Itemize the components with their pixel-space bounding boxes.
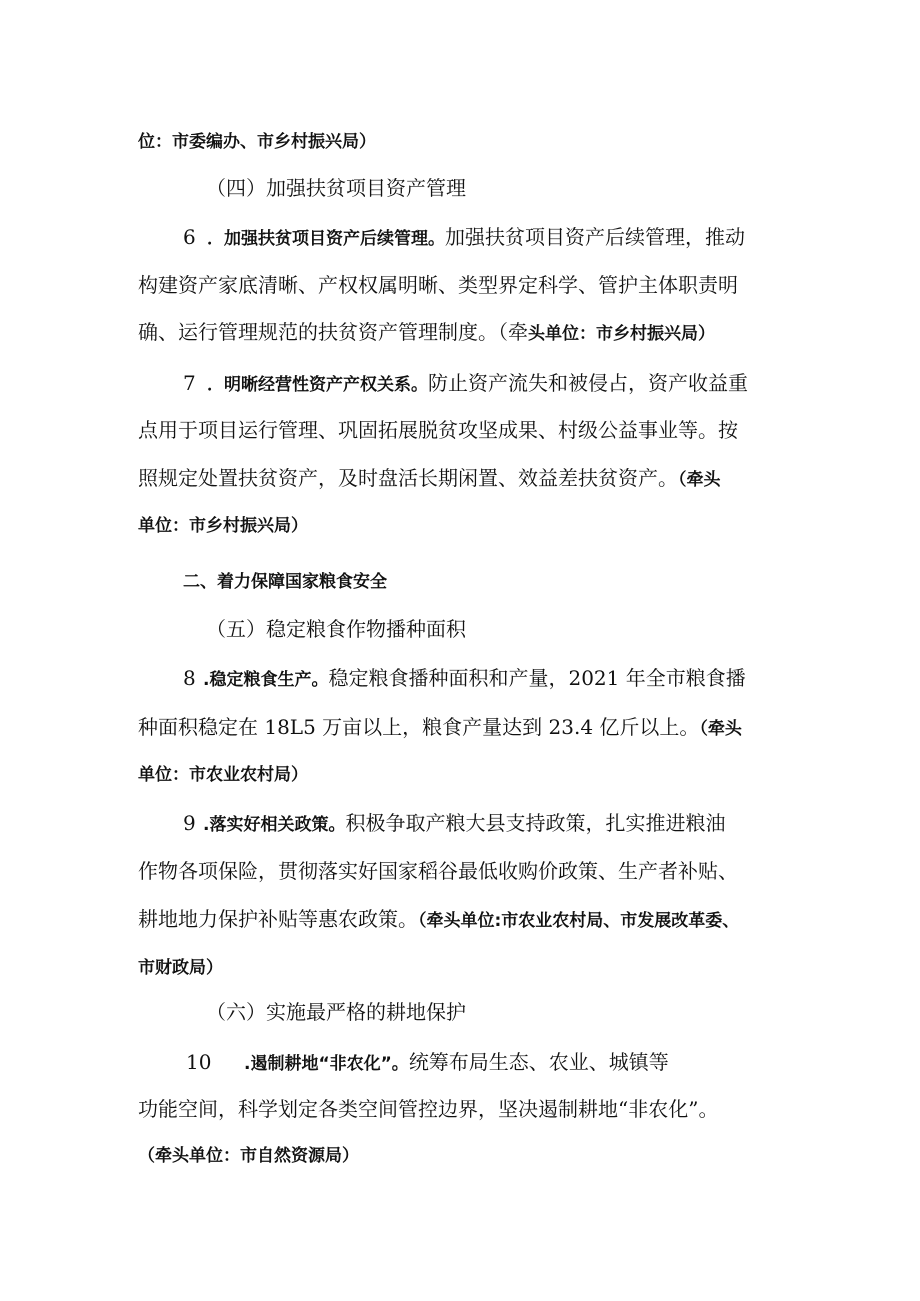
item-number: 6	[183, 225, 196, 249]
line-text: 点用于项目运行管理、巩固拓展脱贫攻坚成果、村级公益事业等。按	[138, 418, 738, 442]
line-text: （牵头单位：市自然资源局）	[138, 1146, 359, 1166]
line-text: 构建资产家底清晰、产权权属明晰、类型界定科学、管护主体职责明	[138, 273, 738, 297]
text-line	[138, 466, 721, 492]
text-line	[138, 130, 376, 154]
line-text: 作物各项保险，贯彻落实好国家稻谷最低收购价政策、生产者补贴、	[138, 859, 738, 883]
item-number: 7	[183, 371, 196, 395]
line-text: （六）实施最严格的耕地保护	[206, 1000, 466, 1024]
item-text: 防止资产流失和被侵占，资产收益重	[428, 371, 748, 395]
text-line	[138, 514, 308, 538]
text-line	[138, 715, 742, 741]
item-title: .落实好相关政策。	[203, 815, 346, 835]
line-text: 种面积稳定在 18L5 万亩以上，粮食产量达到 23.4 亿斤以上。	[138, 715, 700, 739]
item-title: ．加强扶贫项目资产后续管理。	[207, 229, 445, 249]
line-text: （五）稳定粮食作物播种面积	[206, 617, 466, 641]
item-number: 10	[186, 1050, 212, 1074]
lead-unit: 头单位：市乡村振兴局）	[528, 324, 715, 344]
item-text: 统筹布局生态、农业、城镇等	[408, 1050, 669, 1074]
subheading-4	[206, 176, 466, 200]
item-text: 积极争取产粮大县支持政策，扎实推进粮油	[345, 811, 726, 835]
text-line	[138, 1144, 359, 1168]
item-9	[183, 811, 725, 837]
line-text: 确、运行管理规范的扶贫资产管理制度。（牵	[138, 320, 528, 344]
text-line	[138, 418, 738, 442]
text-line	[138, 859, 738, 883]
item-title: .稳定粮食生产。	[203, 670, 329, 690]
text-line	[138, 763, 308, 787]
lead-unit: （牵头	[699, 719, 742, 739]
item-6	[183, 225, 745, 251]
item-10	[186, 1050, 669, 1076]
line-text: 照规定处置扶贫资产，及时盘活长期闲置、效益差扶贫资产。	[138, 466, 678, 490]
line-text: 位：市委编办、市乡村振兴局）	[138, 132, 376, 152]
line-text: （四）加强扶贫项目资产管理	[206, 176, 466, 200]
lead-unit: （牵头	[678, 470, 721, 490]
line-text: 功能空间，科学划定各类空间管控边界，坚决遏制耕地“非农化”。	[138, 1097, 719, 1121]
lead-unit: （牵头单位:市农业农村局、市发展改革委、	[418, 911, 740, 931]
text-line	[138, 1097, 718, 1121]
subheading-6	[206, 1000, 466, 1024]
subheading-5	[206, 617, 466, 641]
item-7	[183, 371, 748, 397]
section-heading-2	[183, 570, 387, 594]
item-text: 稳定粮食播种面积和产量，2021 年全市粮食播	[328, 666, 746, 690]
text-line	[138, 273, 738, 297]
text-line	[138, 320, 715, 346]
line-text: 耕地地力保护补贴等惠农政策。	[138, 907, 418, 931]
text-line	[138, 956, 223, 980]
item-text: 加强扶贫项目资产后续管理，推动	[445, 225, 745, 249]
line-text: 单位：市乡村振兴局）	[138, 516, 308, 536]
item-title: ．明晰经营性资产产权关系。	[207, 375, 428, 395]
line-text: 二、着力保障国家粮食安全	[183, 572, 387, 592]
item-title: .遏制耕地“非农化”。	[244, 1054, 409, 1074]
line-text: 市财政局）	[138, 958, 223, 978]
text-line	[138, 907, 739, 933]
line-text: 单位：市农业农村局）	[138, 765, 308, 785]
item-number: 9	[183, 811, 196, 835]
item-8	[183, 666, 746, 692]
item-number: 8	[183, 666, 196, 690]
